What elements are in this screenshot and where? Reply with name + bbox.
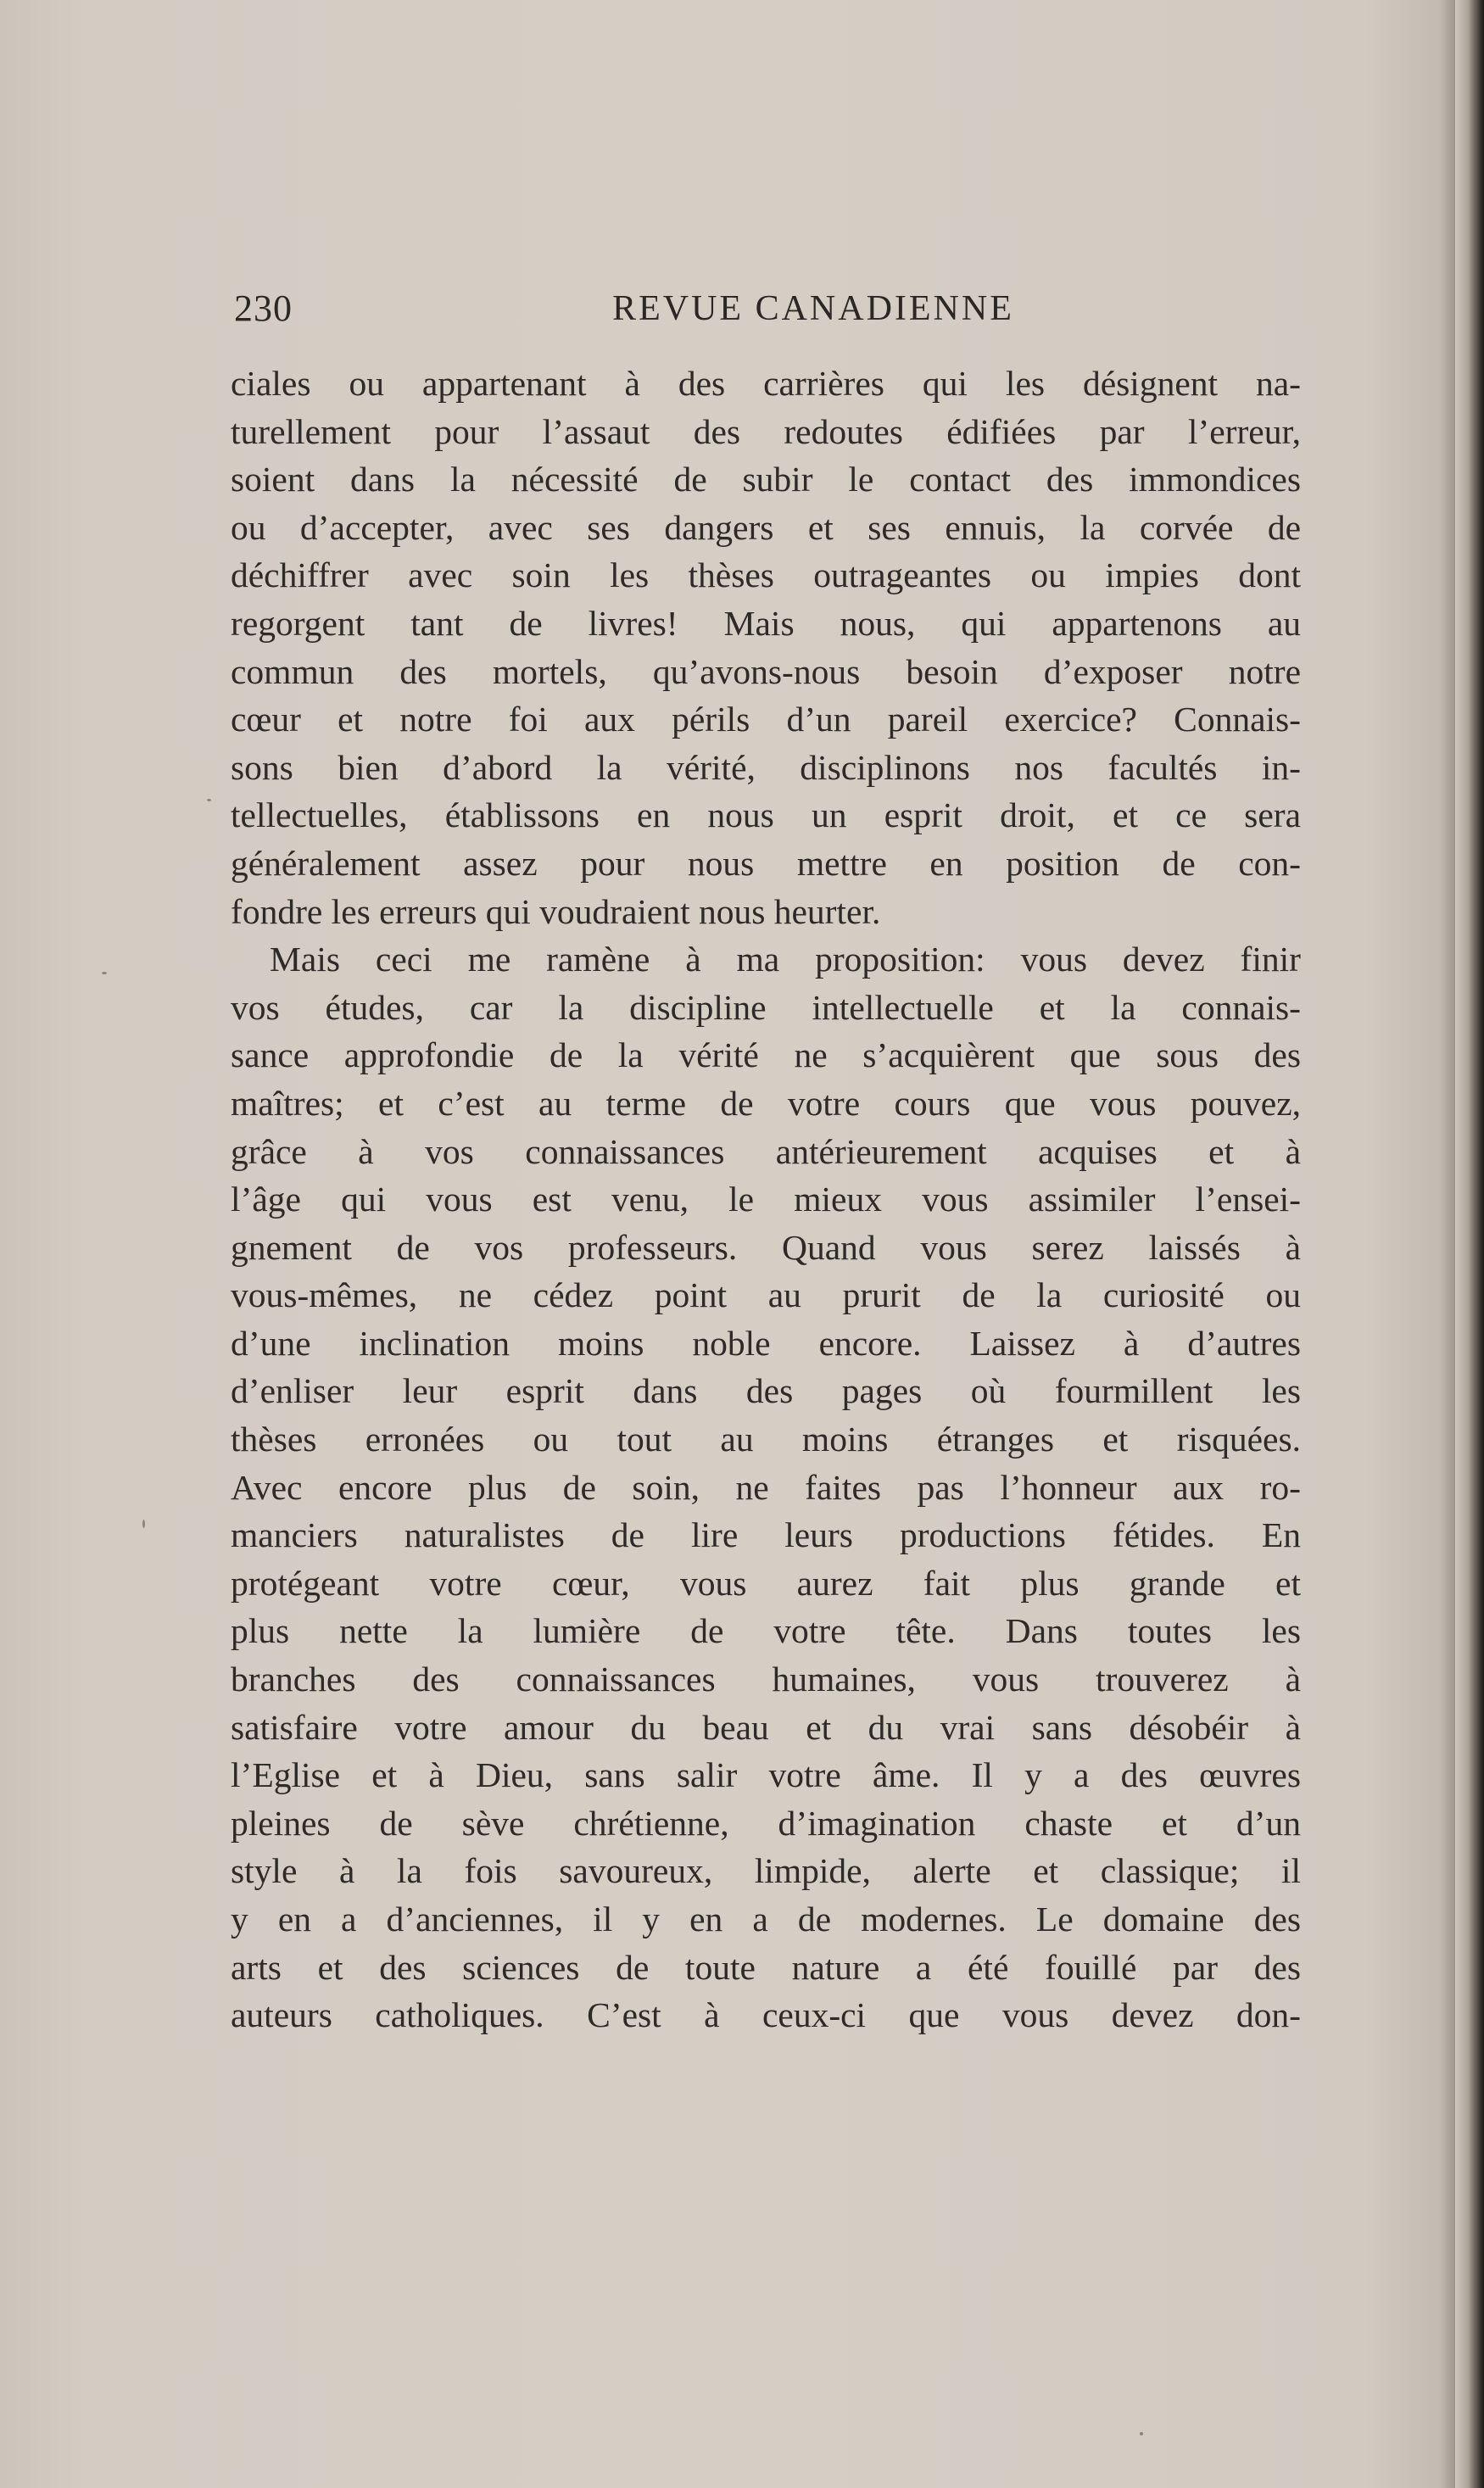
text-line: regorgent tant de livres! Mais nous, qui appartenons au: [231, 603, 1301, 643]
text-line: sance approfondie de la vérité ne s’acquièrent que sous des: [231, 1035, 1301, 1075]
text-line: y en a d’anciennes, il y en a de modernes. Le domaine des: [231, 1899, 1301, 1939]
text-line: Avec encore plus de soin, ne faites pas l’honneur aux ro-: [231, 1467, 1301, 1507]
paper-speck: [102, 972, 107, 974]
text-line: tellectuelles, établissons en nous un esprit droit, et ce sera: [231, 795, 1301, 835]
text-line: auteurs catholiques. C’est à ceux-ci que vous devez don-: [231, 1995, 1301, 2035]
text-line: ciales ou appartenant à des carrières qui les désignent na-: [231, 364, 1301, 403]
text-line: Mais ceci me ramène à ma proposition: vous devez finir: [270, 940, 1301, 979]
paragraph-2: [231, 935, 1301, 2039]
text-line: soient dans la nécessité de subir le contact des immondices: [231, 460, 1301, 499]
paragraph-1: [231, 360, 1301, 935]
text-line: branches des connaissances humaines, vous trouverez à: [231, 1660, 1301, 1699]
text-line: maîtres; et c’est au terme de votre cours que vous pouvez,: [231, 1083, 1301, 1123]
text-line: sons bien d’abord la vérité, disciplinons nos facultés in-: [231, 747, 1301, 787]
text-line: gnement de vos professeurs. Quand vous serez laissés à: [231, 1227, 1301, 1267]
text-line: d’une inclination moins noble encore. Laissez à d’autres: [231, 1323, 1301, 1363]
text-line: satisfaire votre amour du beau et du vrai sans désobéir à: [231, 1707, 1301, 1747]
text-line: thèses erronées ou tout au moins étranges et risquées.: [231, 1420, 1301, 1459]
text-line: l’Eglise et à Dieu, sans salir votre âme. Il y a des œuvres: [231, 1755, 1301, 1795]
text-line: ou d’accepter, avec ses dangers et ses ennuis, la corvée de: [231, 507, 1301, 547]
text-line: turellement pour l’assaut des redoutes édifiées par l’erreur,: [231, 411, 1301, 451]
text-line: cœur et notre foi aux périls d’un pareil exercice? Connais-: [231, 700, 1301, 739]
text-line: plus nette la lumière de votre tête. Dans toutes les: [231, 1611, 1301, 1651]
text-line: manciers naturalistes de lire leurs productions fétides. En: [231, 1515, 1301, 1555]
text-line: arts et des sciences de toute nature a été fouillé par des: [231, 1947, 1301, 1987]
page-header: [231, 287, 1328, 337]
text-line: style à la fois savoureux, limpide, alerte et classique; il: [231, 1851, 1301, 1891]
text-line: généralement assez pour nous mettre en position de con-: [231, 843, 1301, 883]
paper-speck: [207, 799, 211, 801]
page-number: 230: [234, 287, 293, 329]
text-line: fondre les erreurs qui voudraient nous heurter.: [231, 891, 881, 931]
body-text: [231, 360, 1301, 2039]
text-line: commun des mortels, qu’avons-nous besoin d’exposer notre: [231, 651, 1301, 691]
book-spine-shadow: [1455, 0, 1484, 2488]
text-line: grâce à vos connaissances antérieurement acquises et à: [231, 1131, 1301, 1171]
text-line: vos études, car la discipline intellectuelle et la connais-: [231, 987, 1301, 1027]
text-line: vous-mêmes, ne cédez point au prurit de la curiosité ou: [231, 1275, 1301, 1315]
paper-speck: [1140, 2432, 1143, 2435]
text-line: pleines de sève chrétienne, d’imagination chaste et d’un: [231, 1803, 1301, 1843]
text-line: déchiffrer avec soin les thèses outrageantes ou impies dont: [231, 555, 1301, 595]
text-line: protégeant votre cœur, vous aurez fait plus grande et: [231, 1563, 1301, 1603]
text-line: d’enliser leur esprit dans des pages où fourmillent les: [231, 1371, 1301, 1411]
running-title: REVUE CANADIENNE: [612, 289, 1014, 328]
paper-speck: [142, 1520, 145, 1528]
text-line: l’âge qui vous est venu, le mieux vous assimiler l’ensei-: [231, 1180, 1301, 1219]
